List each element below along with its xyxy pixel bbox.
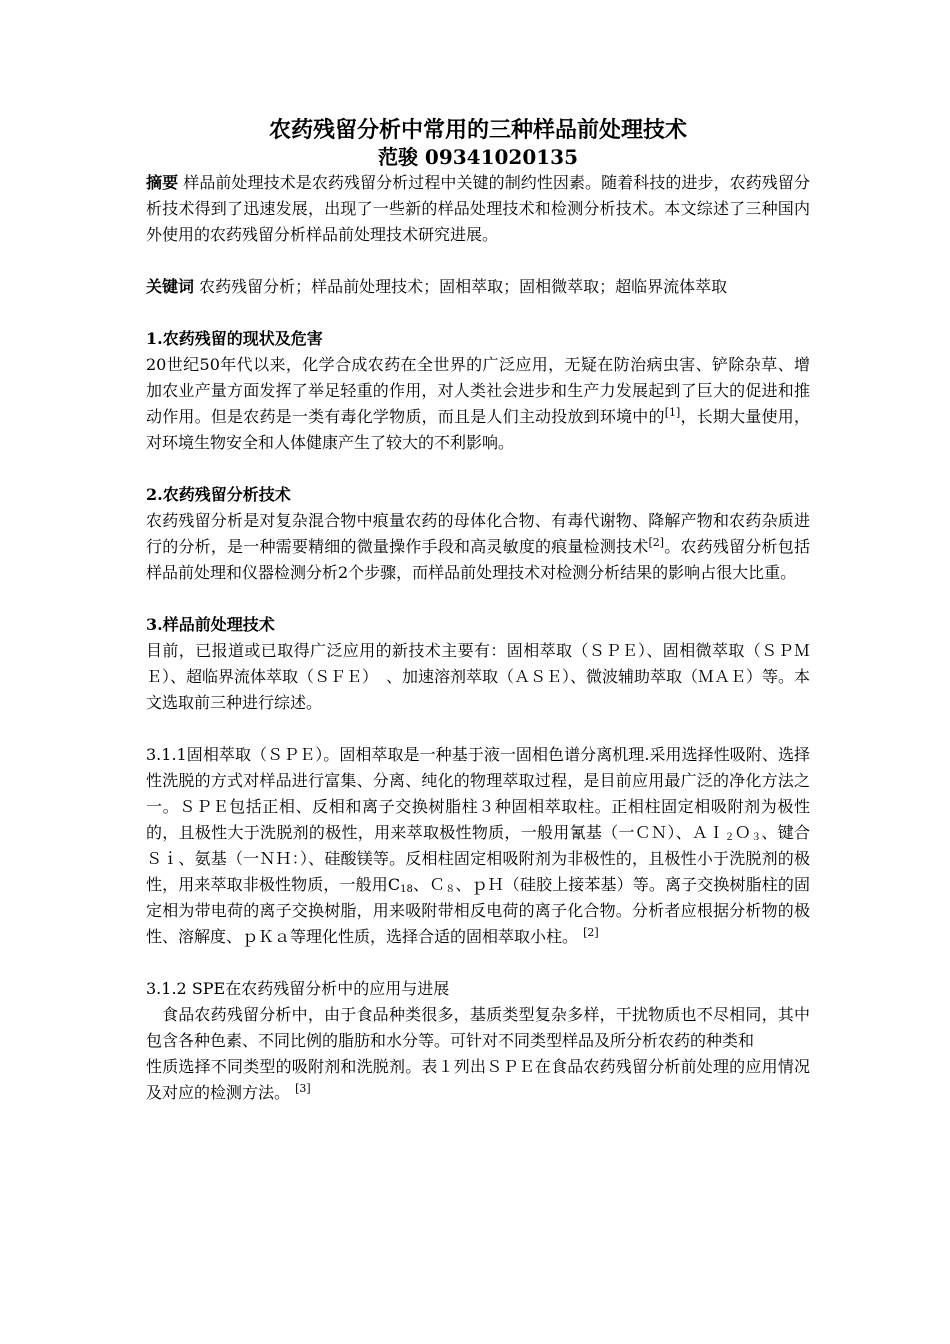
spacer	[146, 950, 810, 976]
section-3-1-1-paragraph	[146, 742, 810, 950]
section-3-1-1-text-5: 、ｐＨ（硅胶上接苯基）等。离子交换树脂柱的固定相为带电荷的离子交换树脂，用来吸附带相反电荷的离子化合物。分析者应根据分析物的极性、溶解度、ｐＫａ等理化性质，选择合适的固相萃取小柱。	[146, 875, 810, 946]
section-2-text-b: 。农药残留分析包括样品前处理和仪器检测分析2个步骤，而样品前处理技术对检测分析结果的影响占很大比重。	[146, 537, 810, 582]
document-page	[146, 116, 810, 1106]
section-3-1-2-heading	[146, 976, 810, 1002]
abstract-text: 样品前处理技术是农药残留分析过程中关键的制约性因素。随着科技的进步，农药残留分析技术得到了迅速发展，出现了一些新的样品处理技术和检测分析技术。本文综述了三种国内外使用的农药残留分析样品前处理技术研究进展。	[146, 173, 810, 244]
document-title: 农药残留分析中常用的三种样品前处理技术	[268, 117, 687, 143]
citation: [2]	[583, 926, 599, 939]
spacer	[146, 300, 810, 326]
section-3-1-2-text-2: 性质选择不同类型的吸附剂和洗脱剂。表１列出ＳＰＥ在食品农药残留分析前处理的应用情况及对应的检测方法。	[146, 1057, 810, 1102]
section-3-1-1-text-2: Ｏ	[734, 823, 752, 842]
section-3-1-2-paragraph-1: 食品农药残留分析中，由于食品种类很多，基质类型复杂多样，干扰物质也不尽相同，其中包含各种色素、不同比例的脂肪和水分等。可针对不同类型样品及所分析农药的种类和	[146, 1005, 810, 1050]
keywords-text: 农药残留分析；样品前处理技术；固相萃取；固相微萃取；超临界流体萃取	[199, 277, 728, 296]
section-3-paragraph: 目前，已报道或已取得广泛应用的新技术主要有：固相萃取（ＳＰＥ）、固相微萃取（ＳＰＭＥ）、超临界流体萃取（ＳＦＥ） 、加速溶剂萃取（ＡＳＥ）、微波辅助萃取（ＭＡＥ）等。本文选取前三种进行综述。	[146, 641, 811, 712]
subscript: 18	[400, 884, 413, 895]
citation: [2]	[648, 536, 665, 549]
abstract-label: 摘要	[146, 173, 179, 192]
section-1-text-a: 20世纪50年代以来，化学合成农药在全世界的广泛应用，无疑在防治病虫害、铲除杂草、增加农业产量方面发挥了举足轻重的作用，对人类社会进步和生产力发展起到了巨大的促进和推动作用。但是农药是一类有毒化学物质，而且是人们主动投放到环境中的	[146, 355, 810, 426]
spacer	[146, 716, 810, 742]
section-1-text-b: ，长期大量使用，对环境生物安全和人体健康产生了较大的不利影响。	[146, 407, 810, 452]
section-1-paragraph	[146, 352, 810, 456]
citation: [1]	[664, 406, 681, 419]
spacer	[146, 456, 810, 482]
spacer	[146, 248, 810, 274]
section-3-1-1-text-1: 固相萃取（ＳＰＥ）。固相萃取是一种基于液一固相色谱分离机理.采用选择性吸附、选择性洗脱的方式对样品进行富集、分离、纯化的物理萃取过程，是目前应用最广泛的净化方法之一。ＳＰＥ包括正相、反相和离子交换树脂柱３种固相萃取柱。正相柱固定相吸附剂为极性的，且极性大于洗脱剂的极性，用来萃取极性物质，一般用氰基（一ＣＮ）、ＡＩ	[146, 745, 810, 842]
abstract-paragraph	[146, 170, 810, 248]
section-2-text-a: 农药残留分析是对复杂混合物中痕量农药的母体化合物、有毒代谢物、降解产物和农药杂质进行的分析，是一种需要精细的微量操作手段和高灵敏度的痕量检测技术	[146, 511, 810, 556]
citation: [3]	[295, 1082, 311, 1095]
section-1-heading: 1.农药残留的现状及危害	[146, 329, 323, 348]
section-2-heading: 2.农药残留分析技术	[146, 485, 291, 504]
subscript: ２	[724, 832, 735, 843]
section-3-1-2-paragraph-2	[146, 1054, 810, 1106]
section-3-1-1-text-3: 、键合Ｓｉ、氨基（一ＮＨ：）、硅酸镁等。反相柱固定相吸附剂为非极性的，且极性小于洗脱剂的极性，用来萃取非极性物质，一般用C	[146, 823, 810, 894]
section-3-1-1-text-4: 、Ｃ	[412, 875, 446, 894]
spacer	[146, 586, 810, 612]
section-number: 3.1.2	[146, 979, 187, 998]
subscript: ８	[445, 884, 456, 895]
section-3-heading: 3.样品前处理技术	[146, 615, 275, 634]
keywords-label: 关键词	[146, 277, 195, 296]
author-line: 范骏 09341020135	[377, 145, 579, 169]
section-2-paragraph	[146, 508, 810, 586]
section-number: 3.1.1	[146, 745, 187, 764]
section-3-1-2-title: SPE在农药残留分析中的应用与进展	[191, 979, 450, 998]
subscript: ３	[751, 832, 762, 843]
keywords-paragraph	[146, 274, 810, 300]
